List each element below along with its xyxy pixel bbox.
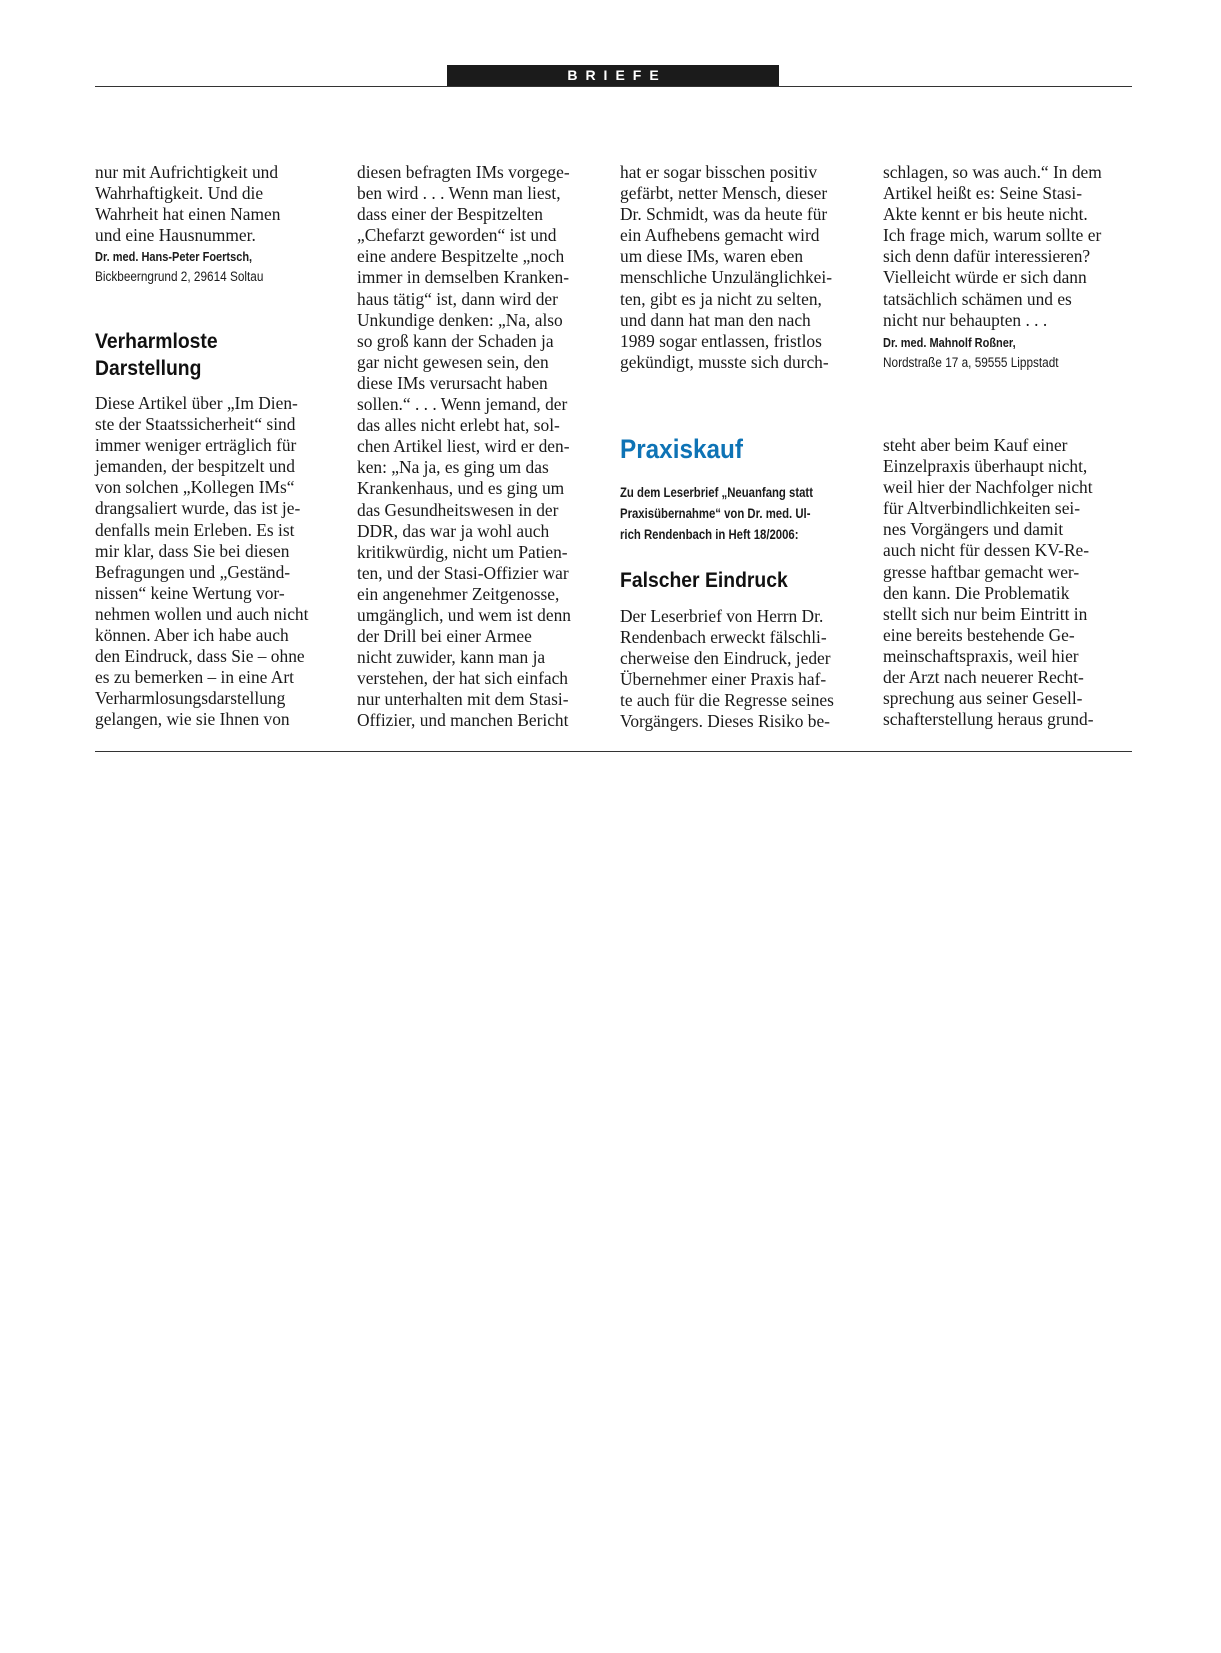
signature-address: Nordstraße 17 a, 59555 Lippstadt <box>883 355 1059 370</box>
text-line: immer in demselben Kranken- <box>357 267 569 288</box>
text-line: so groß kann der Schaden ja <box>357 330 554 351</box>
text-line: schafterstellung heraus grund- <box>883 709 1094 730</box>
col3-heading: Falscher Eindruck <box>620 568 788 592</box>
text-line: Unkundige denken: „Na, also <box>357 309 563 330</box>
text-line: meinschaftspraxis, weil hier <box>883 645 1079 666</box>
text-line: umgänglich, und wem ist denn <box>357 604 571 625</box>
text-line: nes Vorgängers und damit <box>883 519 1064 540</box>
text-line: te auch für die Regresse seines <box>620 690 834 711</box>
text-line: haus tätig“ ist, dann wird der <box>357 288 558 309</box>
text-line: diesen befragten IMs vorgege- <box>357 162 570 182</box>
text-line: hat er sogar bisschen positiv <box>620 162 818 182</box>
section-title: Praxiskauf <box>620 434 743 464</box>
text-line: DDR, das war ja wohl auch <box>357 520 550 541</box>
col3-body-text <box>620 606 870 733</box>
text-line: drangsaliert wurde, das ist je- <box>95 498 301 519</box>
text-line: Diese Artikel über „Im Dien- <box>95 393 298 413</box>
text-line: jemanden, der bespitzelt und <box>95 456 295 477</box>
text-line: Darstellung <box>95 356 202 380</box>
text-line: Artikel heißt es: Seine Stasi- <box>883 183 1082 204</box>
text-line: ben wird . . . Wenn man liest, <box>357 183 561 204</box>
text-line: menschliche Unzulänglichkei- <box>620 267 832 288</box>
col1-heading <box>95 328 320 382</box>
text-line: ken: „Na ja, es ging um das <box>357 457 549 478</box>
text-line: sich denn dafür interessieren? <box>883 246 1091 267</box>
text-line: nehmen wollen und auch nicht <box>95 603 309 624</box>
text-line: denfalls mein Erleben. Es ist <box>95 519 295 540</box>
text-line: für Altverbindlichkeiten sei- <box>883 498 1081 519</box>
text-line: Krankenhaus, und es ging um <box>357 478 565 499</box>
col1-top-text <box>95 162 345 246</box>
text-line: nicht nur behaupten . . . <box>883 309 1048 330</box>
text-line: dass einer der Bespitzelten <box>357 204 543 225</box>
signature-name: Dr. med. Mahnolf Roßner, <box>883 336 1016 350</box>
col3-intro <box>620 483 870 546</box>
text-line: ste der Staatssicherheit“ sind <box>95 414 296 435</box>
text-line: chen Artikel liest, wird er den- <box>357 436 570 457</box>
text-line: stellt sich nur beim Eintritt in <box>883 603 1088 624</box>
text-line: Offizier, und manchen Bericht <box>357 710 569 731</box>
header-rule <box>95 86 1132 87</box>
text-line: Übernehmer einer Praxis haf- <box>620 669 827 690</box>
text-line: verstehen, der hat sich einfach <box>357 668 569 689</box>
text-line: ten, und der Stasi-Offizier war <box>357 562 569 583</box>
text-line: Vielleicht würde er sich dann <box>883 267 1087 288</box>
text-line: Wahrhaftigkeit. Und die <box>95 183 264 204</box>
text-line: tatsächlich schämen und es <box>883 288 1072 309</box>
text-line: gekündigt, musste sich durch- <box>620 351 829 372</box>
col4-signature <box>883 333 1133 373</box>
text-line: ein angenehmer Zeitgenosse, <box>357 583 560 604</box>
text-line: diese IMs verursacht haben <box>357 372 548 393</box>
text-line: sprechung aus seiner Gesell- <box>883 688 1083 709</box>
text-line: Der Leserbrief von Herrn Dr. <box>620 606 824 626</box>
col3-top-text <box>620 162 870 373</box>
text-line: nissen“ keine Wertung vor- <box>95 582 285 603</box>
text-line: ten, gibt es ja nicht zu selten, <box>620 288 822 309</box>
text-line: der Drill bei einer Armee <box>357 626 532 647</box>
text-line: auch nicht für dessen KV-Re- <box>883 540 1090 561</box>
text-line: Rendenbach erweckt fälschli- <box>620 627 827 648</box>
col1-body-text <box>95 393 345 731</box>
text-line: Praxisübernahme“ von Dr. med. Ul- <box>620 506 811 522</box>
text-line: gar nicht gewesen sein, den <box>357 351 549 372</box>
text-line: gelangen, wie sie Ihnen von <box>95 709 290 730</box>
text-line: 1989 sogar entlassen, fristlos <box>620 330 822 351</box>
col1-signature <box>95 247 345 287</box>
text-line: steht aber beim Kauf einer <box>883 435 1068 455</box>
text-line: Verharmlosungsdarstellung <box>95 688 286 709</box>
text-line: Ich frage mich, warum sollte er <box>883 225 1102 246</box>
text-line: schlagen, so was auch.“ In dem <box>883 162 1102 182</box>
text-line: Einzelpraxis überhaupt nicht, <box>883 456 1088 477</box>
bottom-rule <box>95 751 1132 752</box>
text-line: Verharmloste <box>95 329 218 353</box>
text-line: sollen.“ . . . Wenn jemand, der <box>357 394 568 415</box>
text-line: das alles nicht erlebt hat, sol- <box>357 415 560 436</box>
text-line: weil hier der Nachfolger nicht <box>883 477 1093 498</box>
text-line: cherweise den Eindruck, jeder <box>620 648 831 669</box>
text-line: immer weniger erträglich für <box>95 435 297 456</box>
text-line: rich Rendenbach in Heft 18/2006: <box>620 527 799 543</box>
text-line: nur mit Aufrichtigkeit und <box>95 162 279 182</box>
text-line: das Gesundheitswesen in der <box>357 499 559 520</box>
text-line: Akte kennt er bis heute nicht. <box>883 204 1088 225</box>
text-line: der Arzt nach neuerer Recht- <box>883 667 1084 688</box>
signature-name: Dr. med. Hans-Peter Foertsch, <box>95 250 253 264</box>
text-line: mir klar, dass Sie bei diesen <box>95 540 290 561</box>
text-line: und eine Hausnummer. <box>95 225 256 246</box>
text-line: nur unterhalten mit dem Stasi- <box>357 689 569 710</box>
section-label: BRIEFE <box>447 65 779 86</box>
col4-top-text <box>883 162 1133 331</box>
text-line: Befragungen und „Geständ- <box>95 561 291 582</box>
text-line: können. Aber ich habe auch <box>95 625 289 646</box>
text-line: Vorgängers. Dieses Risiko be- <box>620 711 830 732</box>
text-line: eine bereits bestehende Ge- <box>883 624 1075 645</box>
text-line: gefärbt, netter Mensch, dieser <box>620 183 828 204</box>
text-line: kritikwürdig, nicht um Patien- <box>357 541 568 562</box>
text-line: Wahrheit hat einen Namen <box>95 204 281 225</box>
text-line: und dann hat man den nach <box>620 309 811 330</box>
text-line: Dr. Schmidt, was da heute für <box>620 204 828 225</box>
text-line: von solchen „Kollegen IMs“ <box>95 477 295 498</box>
text-line: Zu dem Leserbrief „Neuanfang statt <box>620 485 813 501</box>
text-line: ein Aufhebens gemacht wird <box>620 225 820 246</box>
signature-address: Bickbeerngrund 2, 29614 Soltau <box>95 269 264 284</box>
text-line: es zu bemerken – in eine Art <box>95 667 294 688</box>
text-line: den Eindruck, dass Sie – ohne <box>95 646 305 667</box>
text-line: eine andere Bespitzelte „noch <box>357 246 565 267</box>
text-line: gresse haftbar gemacht wer- <box>883 561 1080 582</box>
col2-text <box>357 162 607 732</box>
text-line: „Chefarzt geworden“ ist und <box>357 225 557 246</box>
text-line: um diese IMs, waren eben <box>620 246 804 267</box>
text-line: nicht zuwider, kann man ja <box>357 647 546 668</box>
col4-bottom-text <box>883 435 1133 730</box>
text-line: den kann. Die Problematik <box>883 582 1070 603</box>
